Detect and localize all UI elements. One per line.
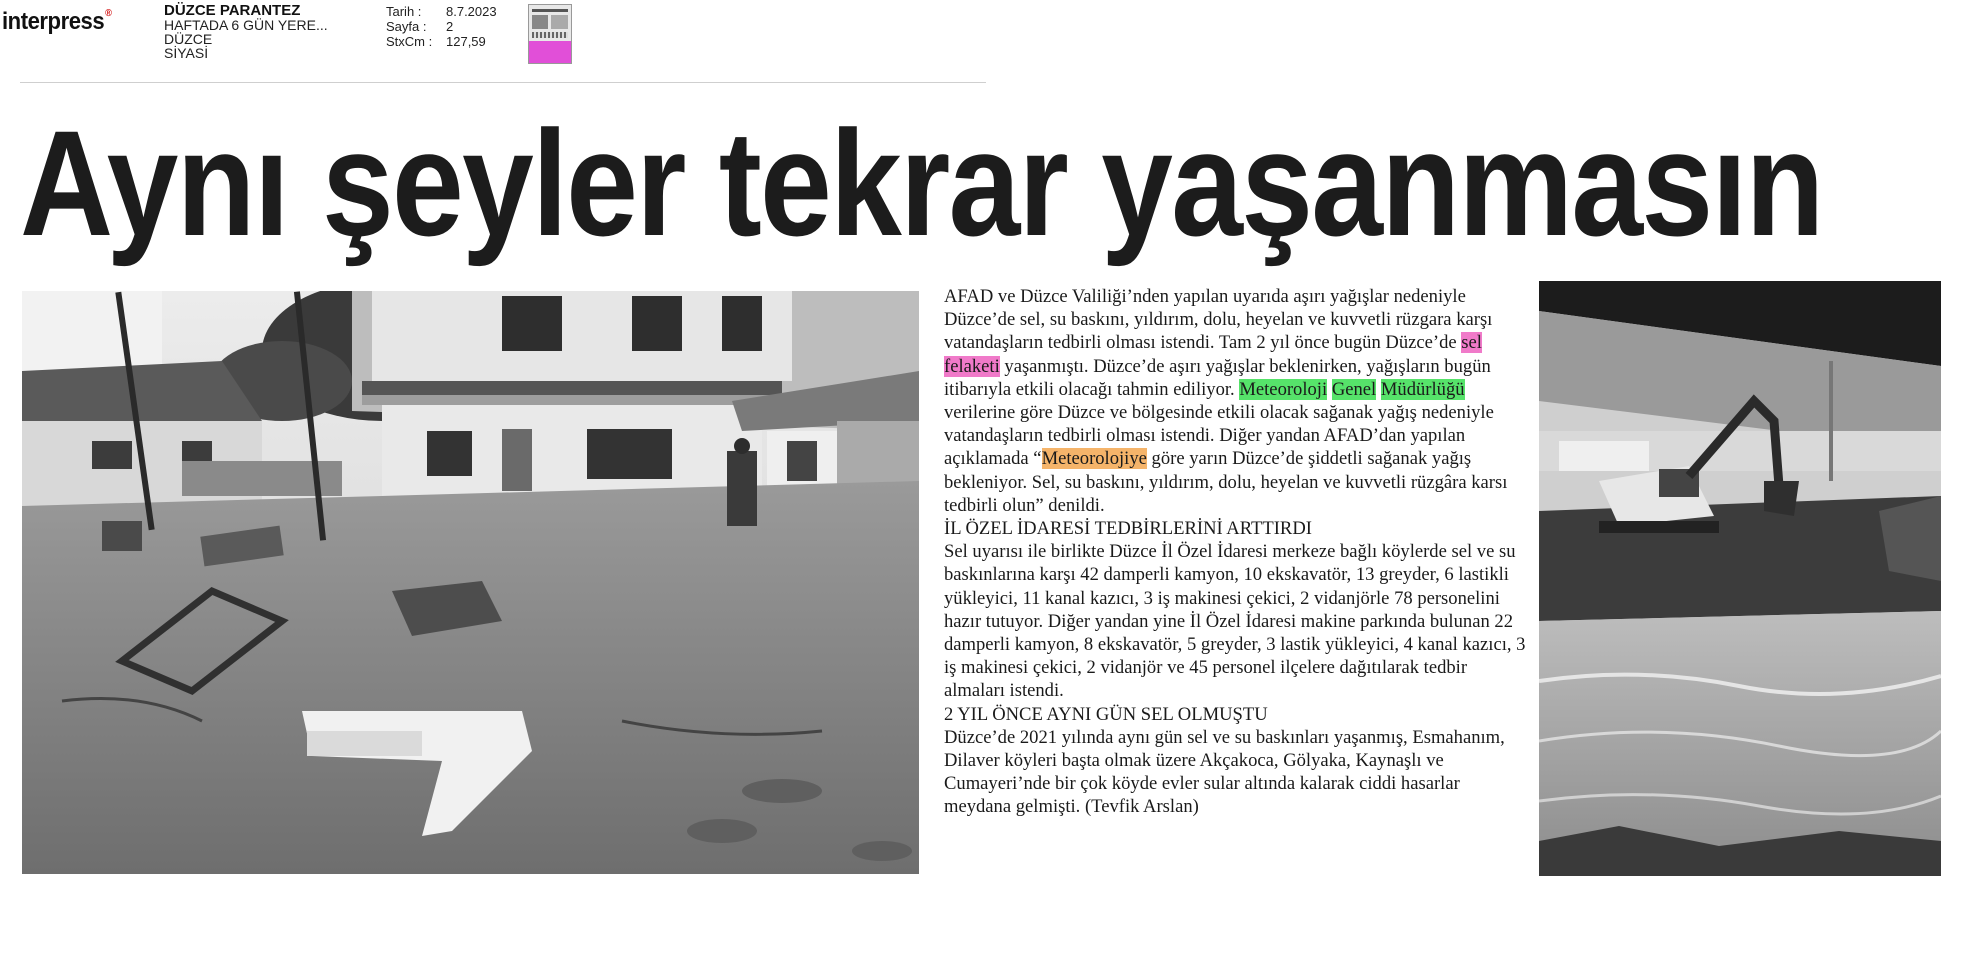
highlight-sel: sel xyxy=(1461,332,1482,354)
section-heading-1: İL ÖZEL İDARESİ TEDBİRLERİNİ ARTTIRDI xyxy=(944,518,1312,540)
meta-row-stxcm: StxCm : 127,59 xyxy=(386,34,486,49)
meta-row-date: Tarih : 8.7.2023 xyxy=(386,4,497,19)
registered-mark: ® xyxy=(105,8,112,19)
excavator-photo xyxy=(1539,281,1941,876)
highlight-meteoroloji: Meteoroloji xyxy=(1239,378,1328,400)
highlight-genel: Genel xyxy=(1331,378,1377,400)
article-paragraph-2: Sel uyarısı ile birlikte Düzce İl Özel İdaresi merkeze bağlı köylerde sel ve su baskınlarına karşı 42 damperli kamyon, 10 ekskavatör, 13 greyder, 6 lastikli yükleyici, 11 kanal kazıcı, 3 iş makinesi çekici, 2 vidanjörle 78 personelini hazır tutuyor. Diğer yandan yine İl Özel İdaresi makine parkında bulunan 22 damperli kamyon, 8 ekskavatör, 5 greyder, 3 lastik yükleyici, 4 kanal kazıcı, 3 iş makinesi çekici, 2 vidanjör ve 45 personel ilçelere dağıtılarak tedbir almaları istendi. xyxy=(944,541,1526,702)
publication-region: DÜZCE xyxy=(164,31,213,47)
publication-info xyxy=(164,4,328,60)
flood-village-photo xyxy=(22,291,919,874)
article-paragraph-1: AFAD ve Düzce Valiliği’nden yapılan uyarıda aşırı yağışlar nedeniyle Düzce’de sel, su baskını, yıldırım, dolu, heyelan ve kuvvetli rüzgara karşı vatandaşların tedbirli olması istendi. Tam 2 yıl önce bugün Düzce’de sel felaketi yaşanmıştı. Düzce’de aşırı yağışlar beklenirken, yağışların bugün itibarıyla etkili olacağı tahmin ediliyor. Meteoroloji Genel Müdürlüğü verilerine göre Düzce ve bölgesinde etkili olacak sağanak yağış nedeniyle vatandaşların tedbirli olması istendi. Diğer yandan AFAD’dan yapılan açıklamada “Meteorolojiye göre yarın Düzce’de şiddetli sağanak yağış bekleniyor. Sel, su baskını, yıldırım, dolu, heyelan ve kuvvetli rüzgâra karsı tedbirli olun” denildi. xyxy=(944,286,1508,516)
highlight-mudurlugu: Müdürlüğü xyxy=(1380,378,1465,400)
article-paragraph-3: Düzce’de 2021 yılında aynı gün sel ve su baskınları yaşanmış, Esmahanım, Dilaver köyleri başta olmak üzere Akçakoca, Gölyaka, Kaynaşlı ve Cumayeri’nde bir çok köyde evler sular altında kalarak ciddi hasarlar meydana gelmişti. (Tevfik Arslan) xyxy=(944,726,1505,818)
clipping-meta xyxy=(386,4,497,49)
section-heading-2: 2 YIL ÖNCE AYNI GÜN SEL OLMUŞTU xyxy=(944,703,1268,725)
highlight-meteorolojiye: Meteorolojiye xyxy=(1041,448,1147,470)
publication-frequency: HAFTADA 6 GÜN YERE... xyxy=(164,17,328,33)
highlight-felaketi: felaketi xyxy=(944,355,1000,377)
thumbnail-highlight-region xyxy=(529,41,571,63)
meta-row-page: Sayfa : 2 xyxy=(386,19,454,34)
interpress-logo: interpress® xyxy=(2,8,112,35)
thumbnail-text xyxy=(532,32,568,38)
article-body xyxy=(944,285,1526,819)
publication-name: DÜZCE PARANTEZ xyxy=(164,2,301,19)
thumbnail-masthead xyxy=(532,9,568,12)
publication-category: SİYASİ xyxy=(164,45,209,61)
page-thumbnail[interactable] xyxy=(528,4,572,64)
header-divider xyxy=(20,82,986,83)
thumbnail-photo-a xyxy=(532,15,548,29)
headline: Aynı şeyler tekrar yaşanmasın xyxy=(20,99,1823,267)
thumbnail-photo-b xyxy=(551,15,568,29)
